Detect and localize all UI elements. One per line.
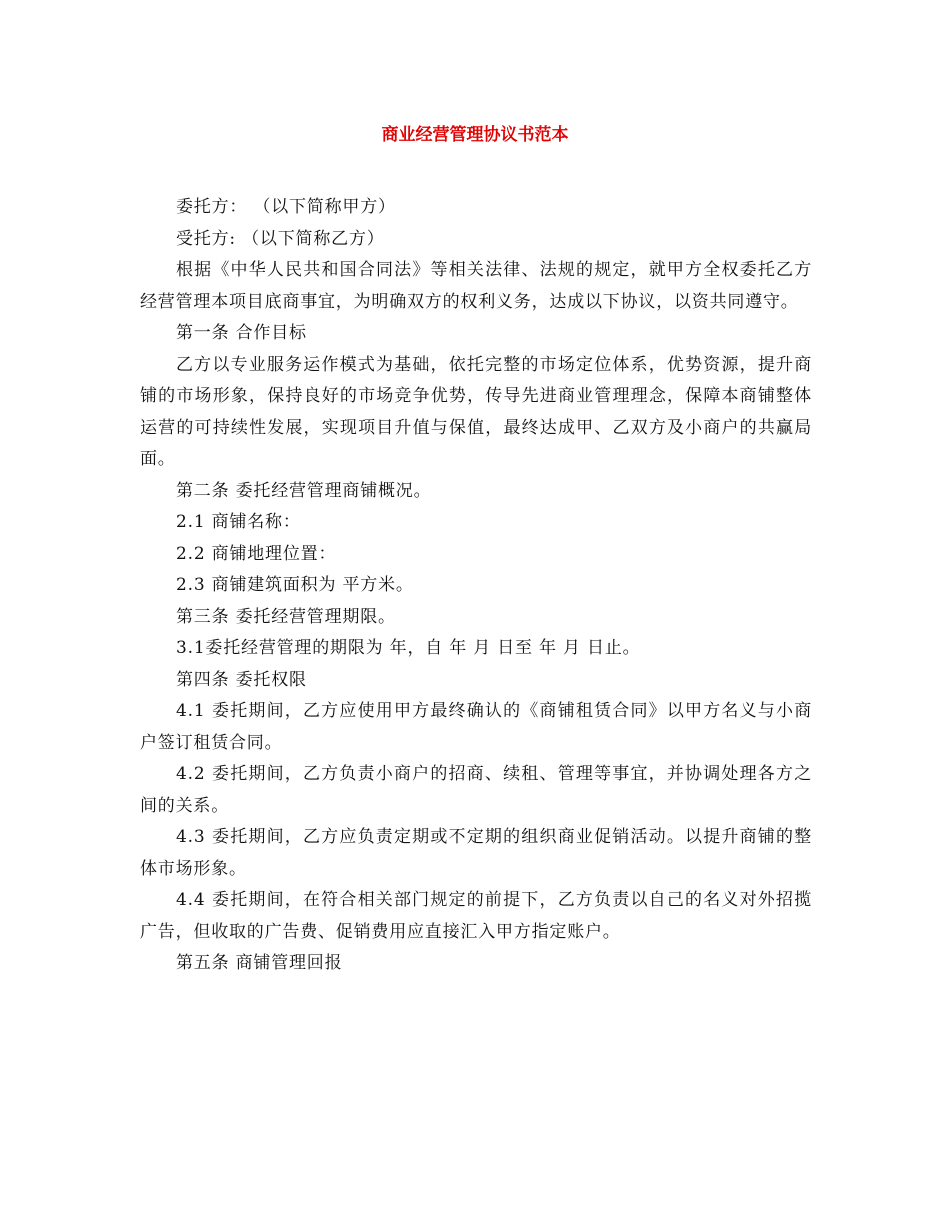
article-1-paragraph: 乙方以专业服务运作模式为基础，依托完整的市场定位体系，优势资源，提升商铺的市场形象，保持良好的市场竞争优势，传导先进商业管理理念，保障本商铺整体运营的可持续性发展，实现项目升值与保值，最终达成甲、乙双方及小商户的共赢局面。	[140, 354, 812, 469]
clause-2-3: 2.3 商铺建筑面积为 平方米。	[176, 575, 414, 595]
article-2-heading: 第二条 委托经营管理商铺概况。	[176, 480, 432, 501]
clause-2-1: 2.1 商铺名称：	[176, 512, 301, 532]
clause-4-2: 4.2 委托期间，乙方负责小商户的招商、续租、管理等事宜，并协调处理各方之间的关系。	[140, 764, 812, 816]
preamble-paragraph: 根据《中华人民共和国合同法》等相关法律、法规的规定，就甲方全权委托乙方经营管理本项目底商事宜，为明确双方的权利义务，达成以下协议，以资共同遵守。	[140, 260, 812, 312]
clause-4-3: 4.3 委托期间，乙方应负责定期或不定期的组织商业促销活动。以提升商铺的整体市场形象。	[140, 827, 812, 879]
document-body	[140, 192, 812, 980]
article-3-heading: 第三条 委托经营管理期限。	[176, 606, 396, 627]
clause-3-1: 3.1委托经营管理的期限为 年，自 年 月 日至 年 月 日止。	[176, 638, 641, 658]
clause-4-1: 4.1 委托期间，乙方应使用甲方最终确认的《商铺租赁合同》以甲方名义与小商户签订租赁合同。	[140, 701, 812, 753]
party-b-line: 受托方: （以下简称乙方）	[176, 228, 385, 249]
clause-4-4: 4.4 委托期间，在符合相关部门规定的前提下，乙方负责以自己的名义对外招揽广告，但收取的广告费、促销费用应直接汇入甲方指定账户。	[140, 890, 812, 942]
article-1-heading: 第一条 合作目标	[176, 323, 307, 343]
article-4-heading: 第四条 委托权限	[176, 669, 307, 690]
party-a-line: 委托方： （以下简称甲方）	[176, 197, 396, 217]
article-5-heading: 第五条 商铺管理回报	[176, 953, 343, 973]
document-title: 商业经营管理协议书范本	[381, 125, 569, 145]
clause-2-2: 2.2 商铺地理位置：	[176, 543, 337, 564]
